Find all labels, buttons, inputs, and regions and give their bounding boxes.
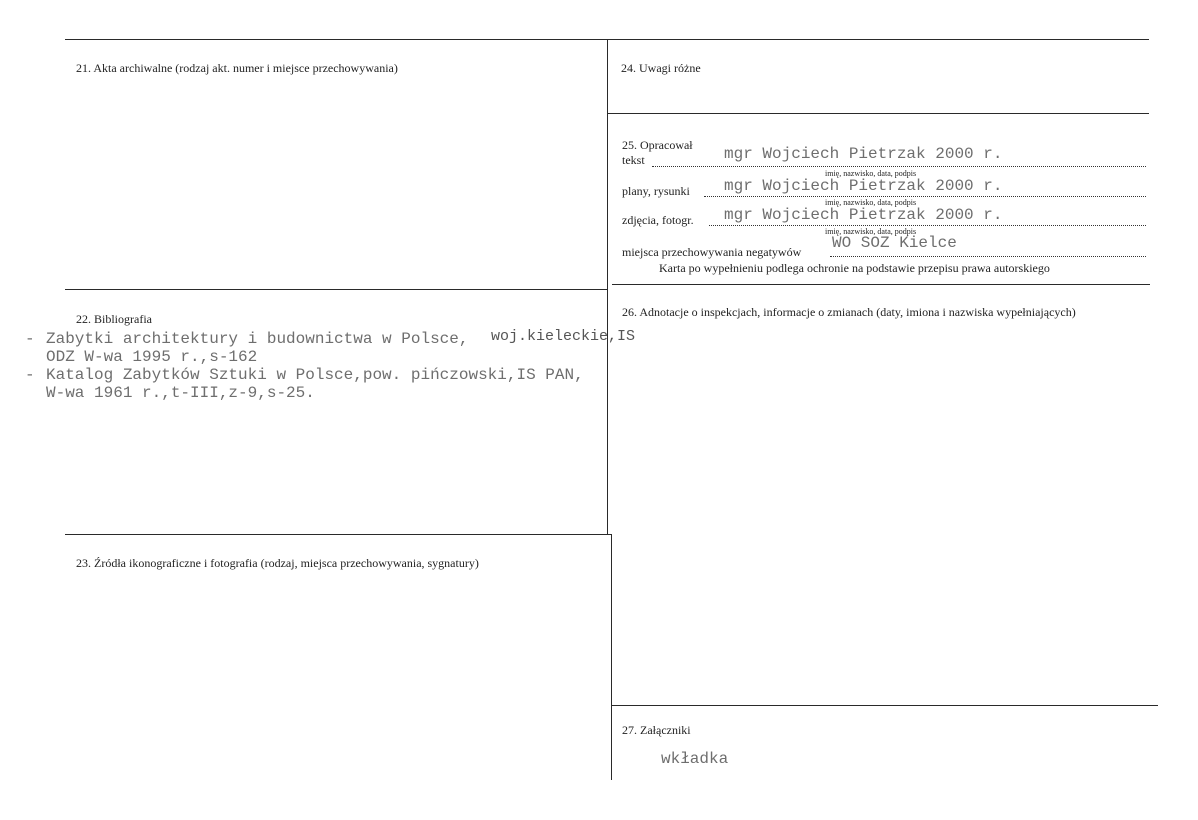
zdjecia-dotted-line (709, 225, 1146, 226)
bibliography-entry-2-line1: Katalog Zabytków Sztuki w Polsce,pow. pińczowski,IS PAN, (46, 366, 584, 384)
column-divider-upper (607, 40, 608, 534)
section-27-label: 27. Załączniki (622, 723, 691, 737)
tekst-dotted-line (652, 166, 1146, 167)
rule-25-26 (612, 284, 1150, 285)
tekst-caption: imię, nazwisko, data, podpis (825, 169, 917, 178)
column-divider-lower (611, 534, 612, 780)
plany-caption: imię, nazwisko, data, podpis (825, 198, 917, 207)
bibliography-entry-1-line2: ODZ W-wa 1995 r.,s-162 (46, 348, 258, 366)
plany-dotted-line (704, 196, 1146, 197)
section-21-label: 21. Akta archiwalne (rodzaj akt. numer i miejsce przechowywania) (76, 61, 398, 75)
attachments-value: wkładka (661, 750, 729, 768)
tekst-label: tekst (622, 153, 645, 167)
negatywy-label: miejsca przechowywania negatywów (622, 245, 802, 259)
bibliography-dash-2: - (25, 366, 35, 384)
copyright-note: Karta po wypełnieniu podlega ochronie na podstawie przepisu prawa autorskiego (659, 261, 1050, 275)
bibliography-entry-1-insert: woj.kieleckie,IS (491, 328, 636, 345)
bibliography-entry-2-line2: W-wa 1961 r.,t-III,z-9,s-25. (46, 384, 315, 402)
rule-21-22 (65, 289, 608, 290)
plany-label: plany, rysunki (622, 184, 690, 198)
tekst-value: mgr Wojciech Pietrzak 2000 r. (724, 145, 1003, 163)
section-26-label: 26. Adnotacje o inspekcjach, informacje o zmianach (daty, imiona i nazwiska wypełniających) (622, 305, 1076, 319)
section-25-label: 25. Opracował (622, 138, 693, 152)
rule-24-25 (608, 113, 1149, 114)
plany-value: mgr Wojciech Pietrzak 2000 r. (724, 177, 1003, 195)
bibliography-entry-1-line1: Zabytki architektury i budownictwa w Polsce, (46, 330, 469, 348)
rule-22-23 (65, 534, 612, 535)
section-22-label: 22. Bibliografia (76, 312, 152, 326)
bibliography-dash-1: - (25, 330, 35, 348)
negatywy-dotted-line (830, 256, 1146, 257)
zdjecia-label: zdjęcia, fotogr. (622, 213, 694, 227)
zdjecia-value: mgr Wojciech Pietrzak 2000 r. (724, 206, 1003, 224)
zdjecia-caption: imię, nazwisko, data, podpis (825, 227, 917, 236)
section-24-label: 24. Uwagi różne (621, 61, 701, 75)
negatywy-value: WO SOZ Kielce (832, 234, 957, 252)
section-23-label: 23. Źródła ikonograficzne i fotografia (rodzaj, miejsca przechowywania, sygnatury) (76, 556, 479, 570)
rule-26-27 (612, 705, 1158, 706)
